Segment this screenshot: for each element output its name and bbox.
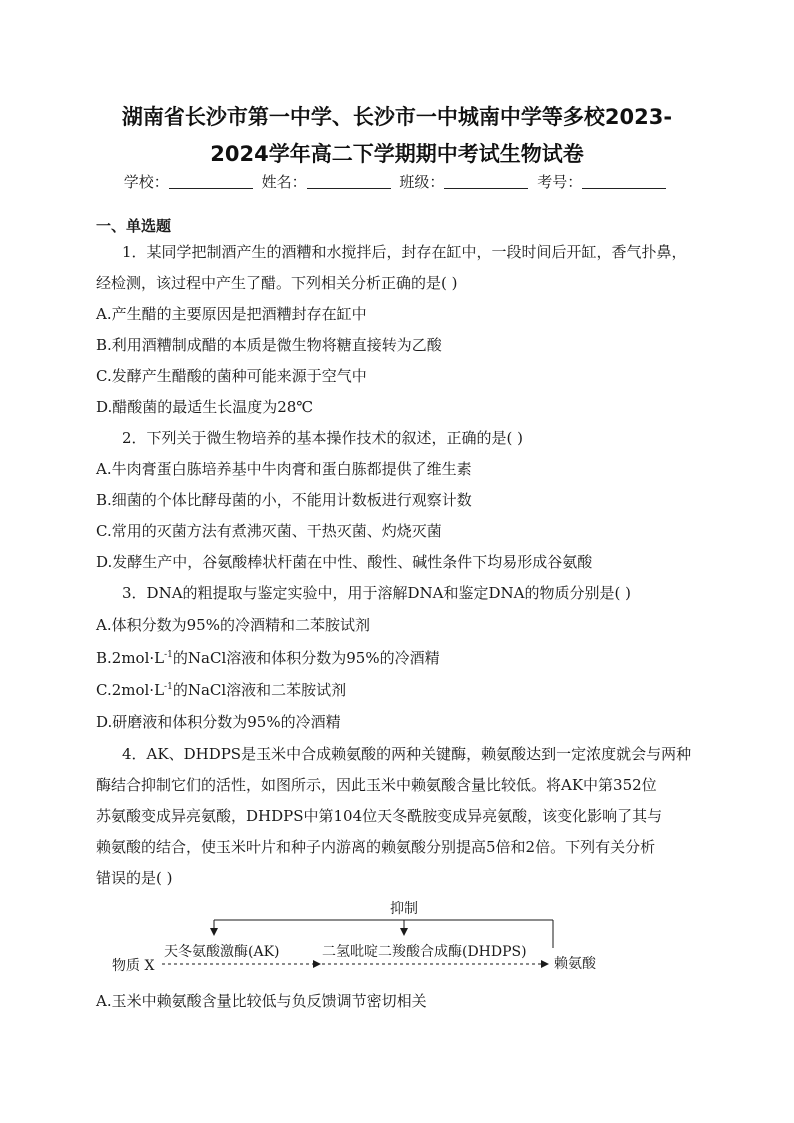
enzyme-dhdps-label: 二氢吡啶二羧酸合成酶(DHDPS) <box>322 944 527 960</box>
q1-option-c: C.发酵产生醋酸的菌种可能来源于空气中 <box>96 367 367 385</box>
q4-option-a: A.玉米中赖氨酸含量比较低与负反馈调节密切相关 <box>96 992 427 1010</box>
q2-option-b: B.细菌的个体比酵母菌的小，不能用计数板进行观察计数 <box>96 491 472 509</box>
q3-option-a: A.体积分数为95%的冷酒精和二苯胺试剂 <box>96 616 370 634</box>
lysine-label: 赖氨酸 <box>554 956 596 972</box>
q3-option-c <box>96 679 346 700</box>
q1-stem-line-2: 经检测，该过程中产生了醋。下列相关分析正确的是( ) <box>96 274 458 292</box>
q3-stem: 3．DNA的粗提取与鉴定实验中，用于溶解DNA和鉴定DNA的物质分别是( ) <box>122 584 631 602</box>
title-line-1: 湖南省长沙市第一中学、长沙市一中城南中学等多校2023- <box>121 105 673 129</box>
section-heading: 一、单选题 <box>96 217 172 235</box>
q3-option-c-sup: -1 <box>164 682 173 692</box>
class-label: 班级： <box>399 173 445 191</box>
title-line-2: 2024学年高二下学期期中考试生物试卷 <box>210 142 584 166</box>
exam-no-label: 考号： <box>537 173 583 191</box>
q2-option-d: D.发酵生产中，谷氨酸棒状杆菌在中性、酸性、碱性条件下均易形成谷氨酸 <box>96 553 593 571</box>
substance-x-label: 物质 X <box>112 958 155 974</box>
q3-option-c-pre: C.2mol·L <box>96 681 165 699</box>
name-label: 姓名： <box>261 173 307 191</box>
q4-stem-line-5: 错误的是( ) <box>96 869 173 887</box>
q3-option-b-sup: -1 <box>164 650 173 660</box>
enzyme-ak-label: 天冬氨酸激酶(AK) <box>164 944 280 960</box>
q1-option-b: B.利用酒糟制成醋的本质是微生物将糖直接转为乙酸 <box>96 336 442 354</box>
q4-stem-line-1: 4．AK、DHDPS是玉米中合成赖氨酸的两种关键酶，赖氨酸达到一定浓度就会与两种 <box>122 745 692 763</box>
q2-option-a: A.牛肉膏蛋白胨培养基中牛肉膏和蛋白胨都提供了维生素 <box>96 460 472 478</box>
school-label: 学校： <box>123 173 169 191</box>
q1-stem-line-1: 1．某同学把制酒产生的酒糟和水搅拌后，封存在缸中，一段时间后开缸，香气扑鼻， <box>122 243 687 261</box>
q2-stem: 2．下列关于微生物培养的基本操作技术的叙述，正确的是( ) <box>122 429 524 447</box>
q3-option-d: D.研磨液和体积分数为95%的冷酒精 <box>96 713 341 731</box>
student-info-fields <box>0 171 794 192</box>
q3-option-b-pre: B.2mol·L <box>96 649 165 667</box>
q4-stem-line-4: 赖氨酸的结合，使玉米叶片和种子内游离的赖氨酸分别提高5倍和2倍。下列有关分析 <box>96 838 656 856</box>
name-blank[interactable] <box>307 174 391 189</box>
lysine-pathway-diagram <box>108 898 628 978</box>
q1-option-a: A.产生醋的主要原因是把酒糟封存在缸中 <box>96 305 367 323</box>
q3-option-b <box>96 647 440 668</box>
q3-option-b-post: 的NaCl溶液和体积分数为95%的冷酒精 <box>172 649 440 667</box>
q4-stem-line-2: 酶结合抑制它们的活性，如图所示，因此玉米中赖氨酸含量比较低。将AK中第352位 <box>96 776 657 794</box>
q4-stem-line-3: 苏氨酸变成异亮氨酸，DHDPS中第104位天冬酰胺变成异亮氨酸，该变化影响了其与 <box>96 807 663 825</box>
q3-option-c-post: 的NaCl溶液和二苯胺试剂 <box>172 681 347 699</box>
school-blank[interactable] <box>169 174 253 189</box>
inhibit-label: 抑制 <box>390 901 418 917</box>
q2-option-c: C.常用的灭菌方法有煮沸灭菌、干热灭菌、灼烧灭菌 <box>96 522 442 540</box>
class-blank[interactable] <box>444 174 528 189</box>
q1-option-d: D.醋酸菌的最适生长温度为28℃ <box>96 398 314 416</box>
exam-no-blank[interactable] <box>582 174 666 189</box>
